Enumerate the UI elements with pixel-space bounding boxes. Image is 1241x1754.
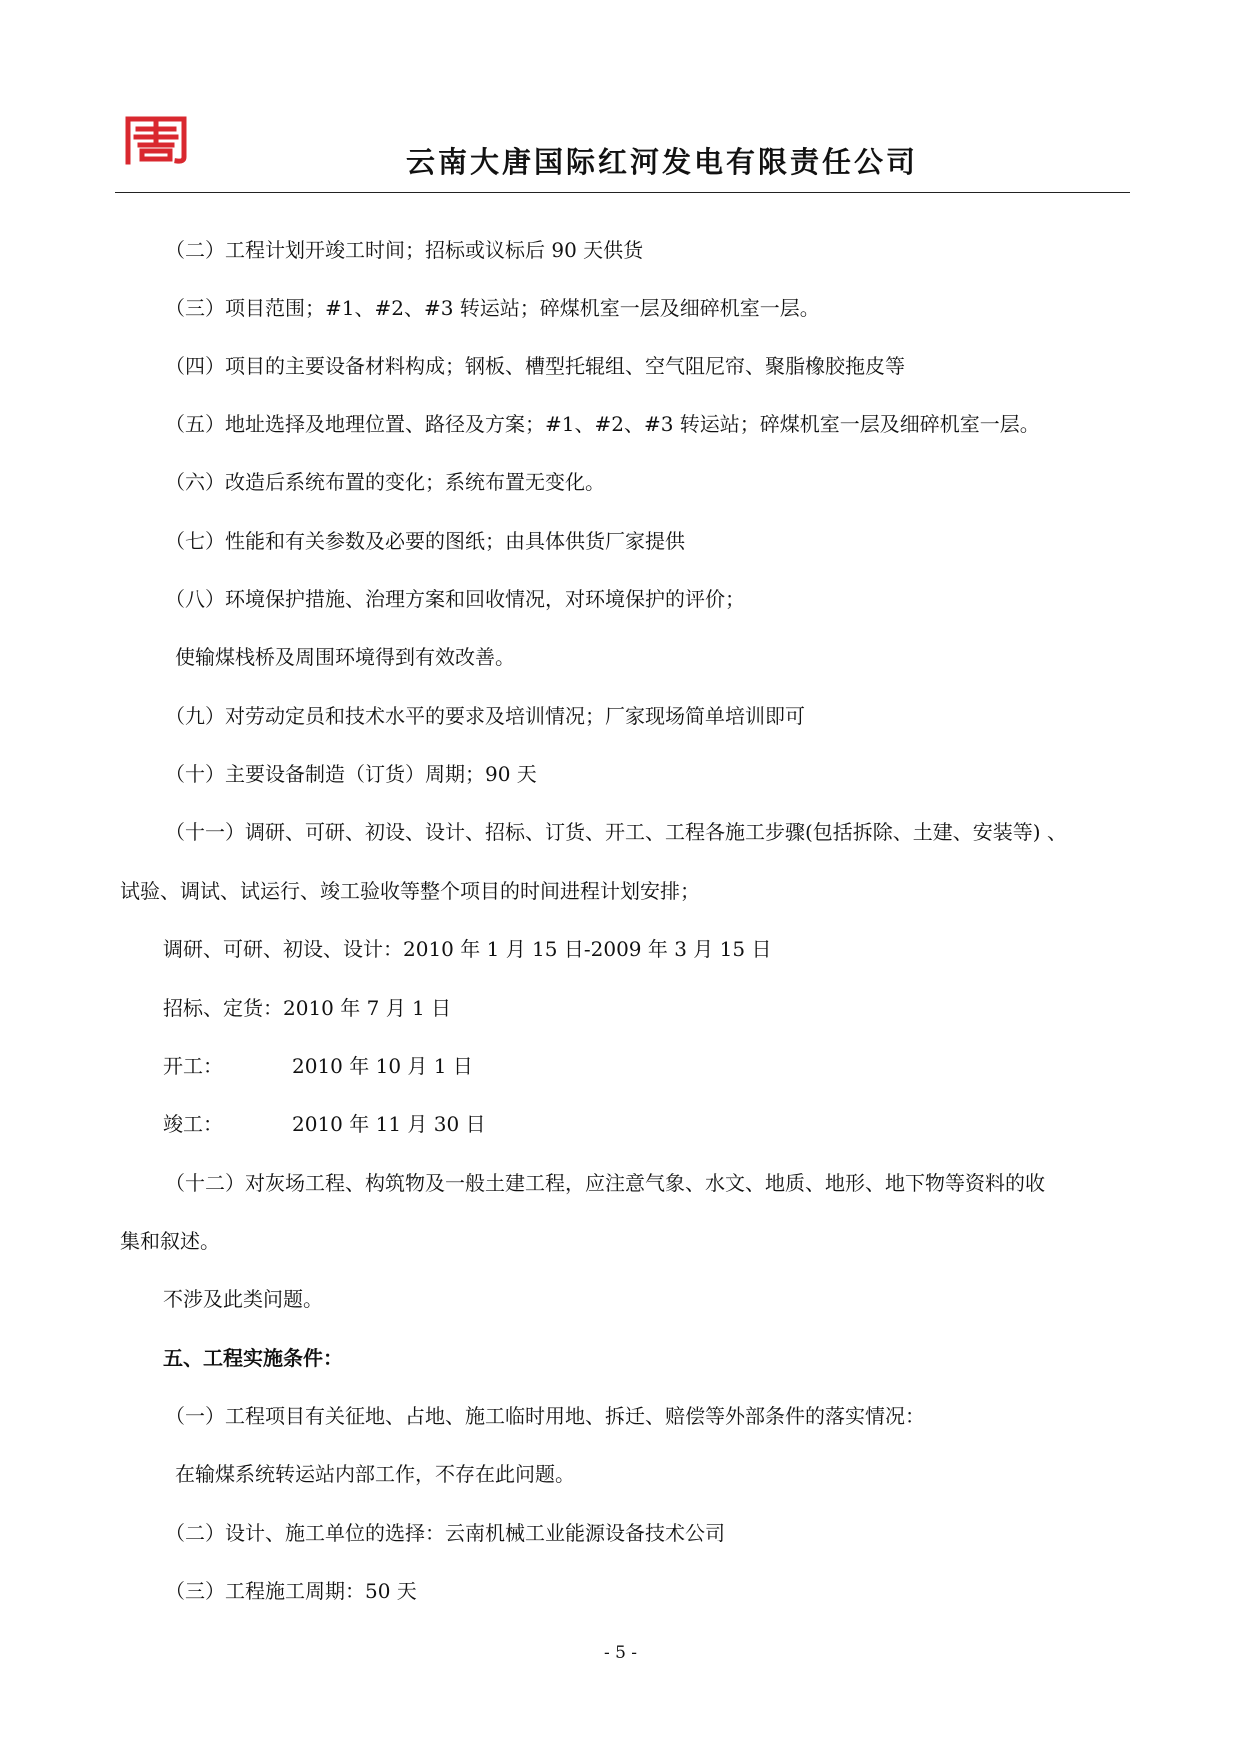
text-line: 调研、可研、初设、设计：2010 年 1 月 15 日-2009 年 3 月 15 日 — [163, 937, 772, 961]
text-line: （九）对劳动定员和技术水平的要求及培训情况；厂家现场简单培训即可 — [165, 704, 805, 728]
text-line: （十一）调研、可研、初设、设计、招标、订货、开工、工程各施工步骤(包括拆除、土建、安装等) 、 — [165, 820, 1067, 844]
company-name: 云南大唐国际红河发电有限责任公司 — [406, 145, 919, 179]
text-line: 2010 年 10 月 1 日 — [292, 1054, 473, 1078]
text-line: （三）工程施工周期：50 天 — [165, 1579, 417, 1603]
text-line: （十）主要设备制造（订货）周期；90 天 — [165, 762, 537, 786]
header-divider — [115, 192, 1130, 193]
text-line: 不涉及此类问题。 — [163, 1287, 323, 1311]
text-line: （七）性能和有关参数及必要的图纸；由具体供货厂家提供 — [165, 529, 685, 553]
text-line: （六）改造后系统布置的变化；系统布置无变化。 — [165, 470, 605, 494]
page-number: - 5 - — [603, 1643, 638, 1663]
text-line: 集和叙述。 — [120, 1229, 220, 1253]
text-line: 试验、调试、试运行、竣工验收等整个项目的时间进程计划安排； — [120, 879, 700, 903]
text-line: （五）地址选择及地理位置、路径及方案；#1、#2、#3 转运站；碎煤机室一层及细碎机室一层。 — [165, 412, 1040, 436]
section-heading: 五、工程实施条件： — [163, 1346, 343, 1370]
datang-logo-icon — [122, 115, 190, 165]
text-line: （三）项目范围；#1、#2、#3 转运站；碎煤机室一层及细碎机室一层。 — [165, 296, 820, 320]
text-line: 开工： — [163, 1054, 223, 1078]
text-line: 竣工： — [163, 1112, 223, 1136]
text-line: （二）设计、施工单位的选择：云南机械工业能源设备技术公司 — [165, 1521, 725, 1545]
text-line: （四）项目的主要设备材料构成；钢板、槽型托辊组、空气阻尼帘、聚脂橡胶拖皮等 — [165, 354, 905, 378]
text-line: 使输煤栈桥及周围环境得到有效改善。 — [175, 645, 515, 669]
text-line: （八）环境保护措施、治理方案和回收情况，对环境保护的评价； — [165, 587, 745, 611]
text-line: （十二）对灰场工程、构筑物及一般土建工程，应注意气象、水文、地质、地形、地下物等资料的收 — [165, 1171, 1045, 1195]
text-line: 2010 年 11 月 30 日 — [292, 1112, 486, 1136]
text-line: 招标、定货：2010 年 7 月 1 日 — [163, 996, 452, 1020]
text-line: 在输煤系统转运站内部工作，不存在此问题。 — [175, 1462, 575, 1486]
text-line: （一）工程项目有关征地、占地、施工临时用地、拆迁、赔偿等外部条件的落实情况： — [165, 1404, 925, 1428]
text-line: （二）工程计划开竣工时间；招标或议标后 90 天供货 — [165, 238, 644, 262]
